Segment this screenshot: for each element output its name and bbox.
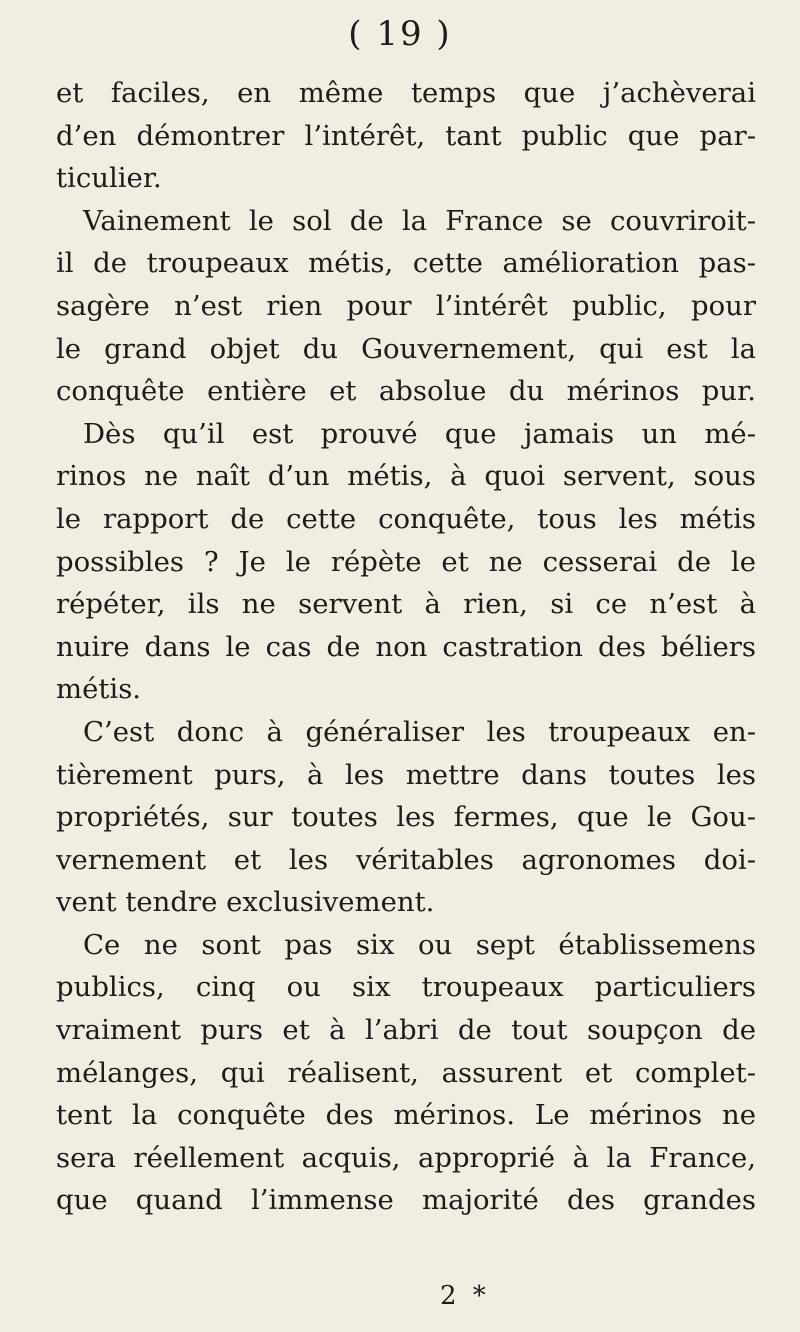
body-text xyxy=(56,72,756,1222)
text-line: métis. xyxy=(56,673,142,706)
text-line: il de troupeaux métis, cette amélioration pas- xyxy=(56,247,756,280)
text-line: vraiment purs et à l’abri de tout soupçon de xyxy=(56,1014,756,1047)
text-line: propriétés, sur toutes les fermes, que le Gou- xyxy=(56,801,756,834)
text-line: sera réellement acquis, approprié à la France, xyxy=(56,1141,756,1174)
text-line: tièrement purs, à les mettre dans toutes les xyxy=(56,758,756,791)
text-line: que quand l’immense majorité des grandes xyxy=(56,1184,756,1217)
text-line: Ce ne sont pas six ou sept établissemens xyxy=(83,928,756,961)
text-line: publics, cinq ou six troupeaux particuliers xyxy=(56,971,756,1004)
text-line: Vainement le sol de la France se couvriroit- xyxy=(83,204,756,237)
text-line: sagère n’est rien pour l’intérêt public, pour xyxy=(56,289,756,322)
text-line: rinos ne naît d’un métis, à quoi servent, sous xyxy=(56,460,756,493)
text-line: mélanges, qui réalisent, assurent et complet- xyxy=(56,1056,756,1089)
signature-mark: 2 * xyxy=(440,1281,490,1311)
text-line: et faciles, en même temps que j’achèverai xyxy=(56,77,756,109)
text-line: le grand objet du Gouvernement, qui est la xyxy=(56,332,756,365)
text-line: d’en démontrer l’intérêt, tant public que par- xyxy=(56,119,756,152)
text-line: vent tendre exclusivement. xyxy=(56,886,435,919)
text-line: ticulier. xyxy=(56,162,162,195)
text-line: tent la conquête des mérinos. Le mérinos ne xyxy=(56,1099,756,1132)
page-number-header: ( 19 ) xyxy=(348,14,452,54)
text-line: C’est donc à généraliser les troupeaux en- xyxy=(83,715,756,748)
text-line: Dès qu’il est prouvé que jamais un mé- xyxy=(83,417,756,450)
text-line: le rapport de cette conquête, tous les métis xyxy=(56,502,756,535)
text-line: possibles ? Je le répète et ne cesserai de le xyxy=(56,545,756,578)
text-line: vernement et les véritables agronomes doi- xyxy=(56,843,756,876)
text-line: répéter, ils ne servent à rien, si ce n’est à xyxy=(56,588,756,621)
text-line: conquête entière et absolue du mérinos pur. xyxy=(56,375,756,408)
text-line: nuire dans le cas de non castration des béliers xyxy=(56,630,756,663)
